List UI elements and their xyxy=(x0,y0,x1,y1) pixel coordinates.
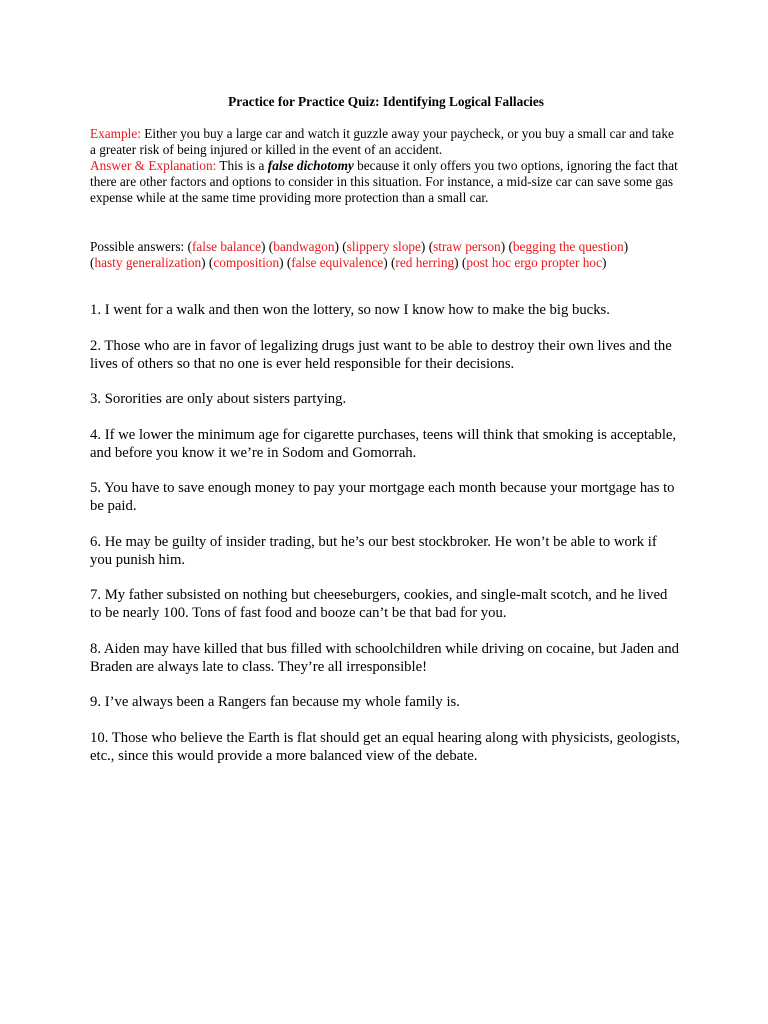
document-title: Practice for Practice Quiz: Identifying Logical Fallacies xyxy=(228,94,544,109)
example-block xyxy=(90,126,682,206)
question-item: 9. I’ve always been a Rangers fan because my whole family is. xyxy=(90,694,460,710)
question-item: 10. Those who believe the Earth is flat should get an equal hearing along with physicists, geologists, etc., since this would provide a more balanced view of the debate. xyxy=(90,729,680,764)
answer-term: false dichotomy xyxy=(267,158,354,173)
answer-option: hasty generalization xyxy=(94,255,202,270)
answer-option: red herring xyxy=(395,255,455,270)
answer-option: slippery slope xyxy=(346,239,421,254)
answer-option: straw person xyxy=(433,239,501,254)
answer-option: composition xyxy=(213,255,280,270)
example-label: Example: xyxy=(90,126,141,141)
answers-line-2 xyxy=(90,255,682,271)
answer-label: Answer & Explanation: xyxy=(90,158,217,173)
answer-option: false equivalence xyxy=(291,255,384,270)
question-item: 4. If we lower the minimum age for cigarette purchases, teens will think that smoking is acceptable, and before you know it we’re in Sodom and Gomorrah. xyxy=(90,426,677,461)
answer-post: because it only offers you two options, ignoring the fact that there are other factors and options to consider in this situation. For instance, a mid-size car can save some gas expense while at the same time providing more protection than a small car. xyxy=(90,158,678,205)
answer-pre: This is a xyxy=(216,158,268,173)
question-item: 8. Aiden may have killed that bus filled with schoolchildren while driving on cocaine, but Jaden and Braden are always late to class. They’re all irresponsible! xyxy=(90,640,679,675)
question-item: 7. My father subsisted on nothing but cheeseburgers, cookies, and single-malt scotch, and he lived to be nearly 100. Tons of fast food and booze can’t be that bad for you. xyxy=(90,587,668,621)
question-item: 3. Sororities are only about sisters partying. xyxy=(90,391,347,407)
answers-list-2: (hasty generalization) (composition) (false equivalence) (red herring) (post hoc ergo propter hoc) xyxy=(90,255,607,270)
answers-line-1 xyxy=(90,239,682,255)
answer-option: post hoc ergo propter hoc xyxy=(466,255,602,270)
answers-list-1: (false balance) (bandwagon) (slippery slope) (straw person) (begging the question) xyxy=(187,239,629,254)
possible-answers-label: Possible answers: xyxy=(90,239,188,254)
answer-paragraph xyxy=(90,158,682,206)
question-item: 1. I went for a walk and then won the lottery, so now I know how to make the big bucks. xyxy=(90,302,610,318)
answer-option: begging the question xyxy=(512,239,624,254)
example-text: Either you buy a large car and watch it guzzle away your paycheck, or you buy a small car and take a greater risk of being injured or killed in the event of an accident. xyxy=(90,126,674,157)
question-item: 6. He may be guilty of insider trading, but he’s our best stockbroker. He won’t be able to work if you punish him. xyxy=(90,533,657,568)
answer-option: false balance xyxy=(191,239,261,254)
answer-option: bandwagon xyxy=(273,239,335,254)
question-item: 2. Those who are in favor of legalizing drugs just want to be able to destroy their own lives and the lives of others so that no one is ever held responsible for their decisions. xyxy=(90,337,672,372)
example-paragraph xyxy=(90,126,682,158)
possible-answers xyxy=(90,239,682,271)
question-list xyxy=(90,301,682,765)
question-item: 5. You have to save enough money to pay your mortgage each month because your mortgage has to be paid. xyxy=(90,480,675,514)
